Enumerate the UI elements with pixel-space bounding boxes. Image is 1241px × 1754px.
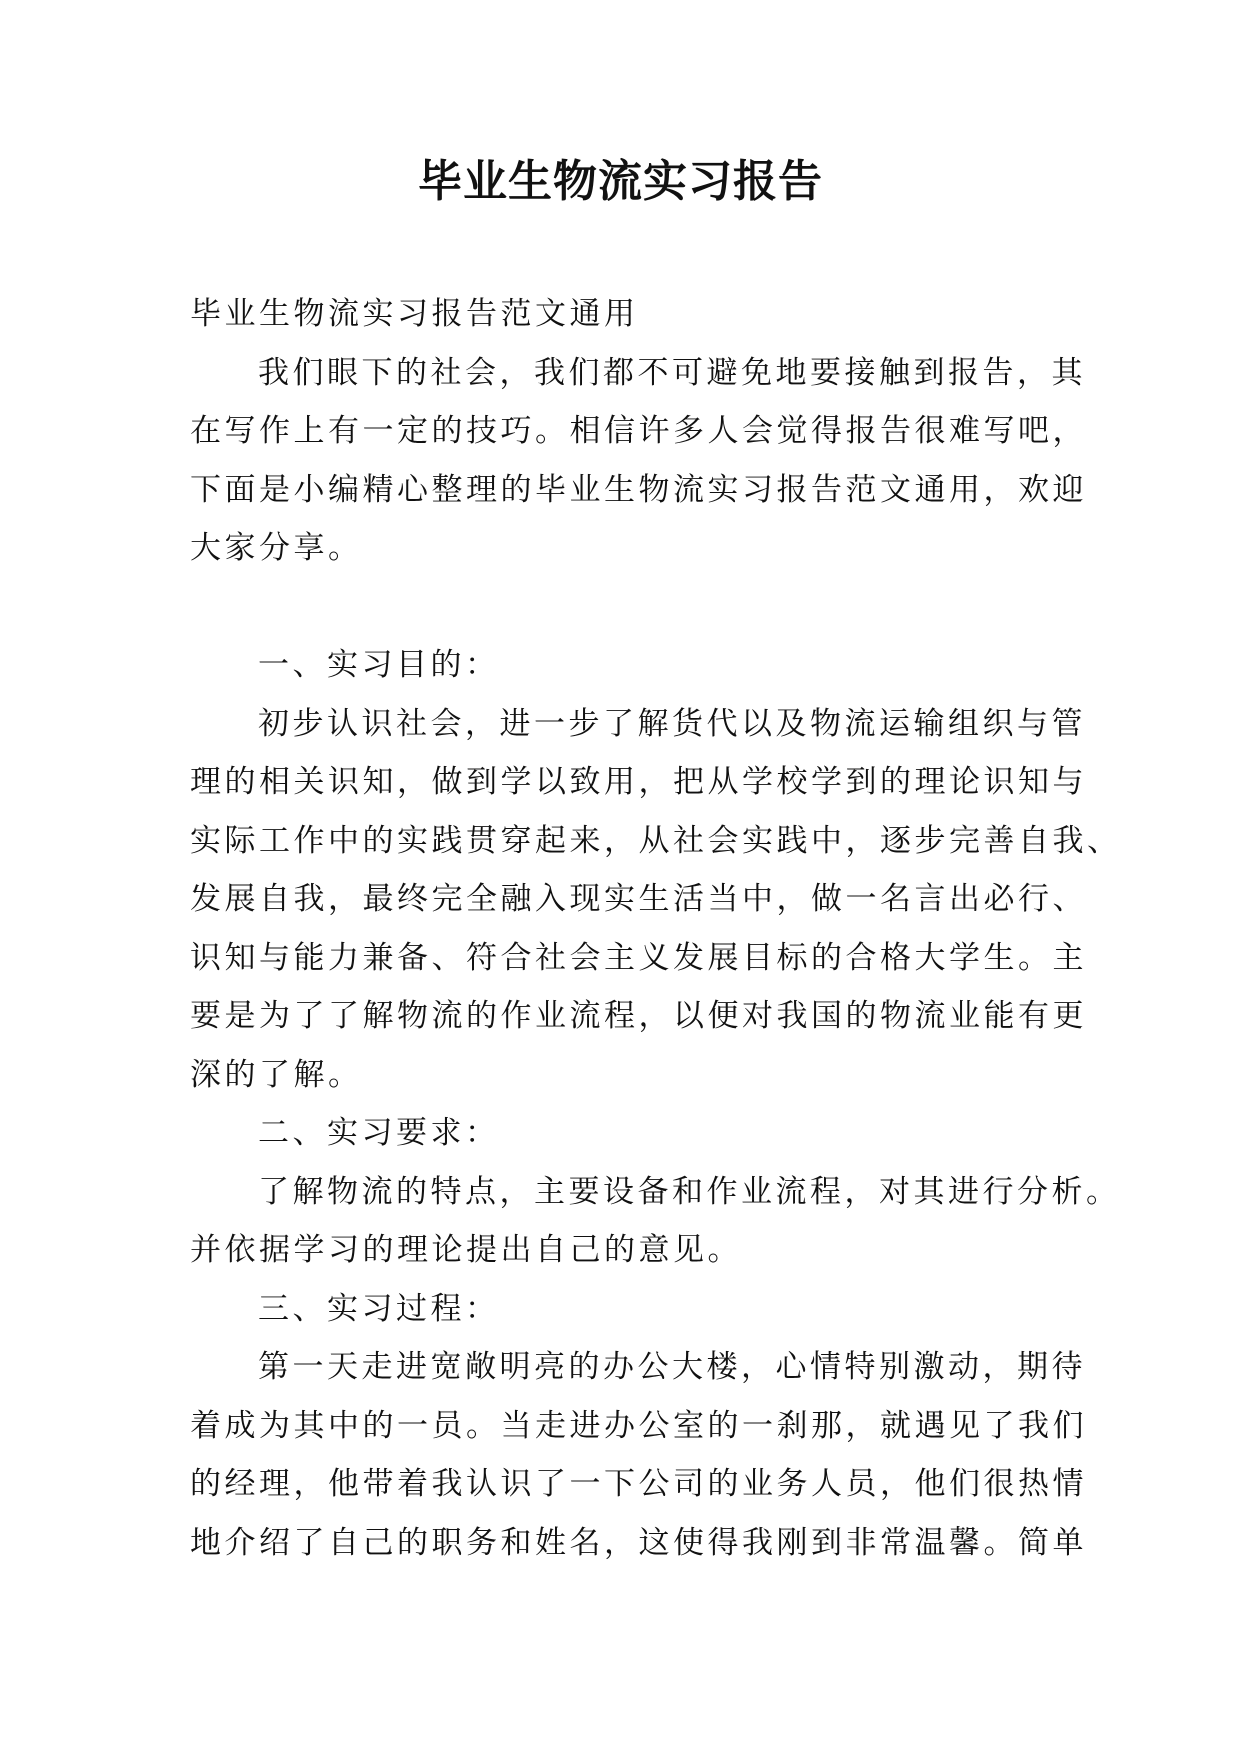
paragraph-line: 第一天走进宽敞明亮的办公大楼，心情特别激动，期待 bbox=[258, 1349, 1086, 1385]
paragraph-line: 要是为了了解物流的作业流程，以便对我国的物流业能有更 bbox=[190, 998, 1087, 1034]
paragraph-line: 的经理，他带着我认识了一下公司的业务人员，他们很热情 bbox=[190, 1466, 1087, 1502]
paragraph-line: 我们眼下的社会，我们都不可避免地要接触到报告，其 bbox=[258, 354, 1086, 391]
paragraph-line: 并依据学习的理论提出自己的意见。 bbox=[190, 1232, 742, 1268]
section-heading-purpose: 一、实习目的： bbox=[258, 647, 500, 683]
paragraph-line: 理的相关识知，做到学以致用，把从学校学到的理论识知与 bbox=[190, 764, 1087, 800]
paragraph-line: 着成为其中的一员。当走进办公室的一刹那，就遇见了我们 bbox=[190, 1407, 1087, 1444]
paragraph-line: 识知与能力兼备、符合社会主义发展目标的合格大学生。主 bbox=[190, 939, 1087, 976]
process-paragraph bbox=[190, 1338, 1087, 1572]
document-body bbox=[190, 285, 1122, 1572]
intro-paragraph bbox=[190, 344, 1087, 578]
paragraph-line: 深的了解。 bbox=[190, 1056, 363, 1093]
paragraph-line: 发展自我，最终完全融入现实生活当中，做一名言出必行、 bbox=[190, 881, 1087, 917]
paragraph-line: 在写作上有一定的技巧。相信许多人会觉得报告很难写吧， bbox=[190, 413, 1087, 449]
document-title: 毕业生物流实习报告 bbox=[418, 156, 823, 207]
document-subtitle: 毕业生物流实习报告范文通用 bbox=[190, 296, 639, 332]
paragraph-line: 实际工作中的实践贯穿起来，从社会实践中，逐步完善自我、 bbox=[190, 822, 1122, 859]
requirements-paragraph bbox=[190, 1163, 1121, 1280]
paragraph-line: 了解物流的特点，主要设备和作业流程，对其进行分析。 bbox=[258, 1173, 1121, 1210]
paragraph-line: 下面是小编精心整理的毕业生物流实习报告范文通用，欢迎 bbox=[190, 471, 1087, 508]
paragraph-line: 大家分享。 bbox=[190, 530, 363, 566]
paragraph-line: 地介绍了自己的职务和姓名，这使得我刚到非常温馨。简单 bbox=[190, 1524, 1087, 1561]
section-heading-process: 三、实习过程： bbox=[258, 1290, 500, 1327]
section-heading-requirements: 二、实习要求： bbox=[258, 1115, 500, 1151]
blank-line bbox=[190, 578, 1060, 637]
purpose-paragraph bbox=[190, 695, 1122, 1105]
paragraph-line: 初步认识社会，进一步了解货代以及物流运输组织与管 bbox=[258, 705, 1086, 742]
